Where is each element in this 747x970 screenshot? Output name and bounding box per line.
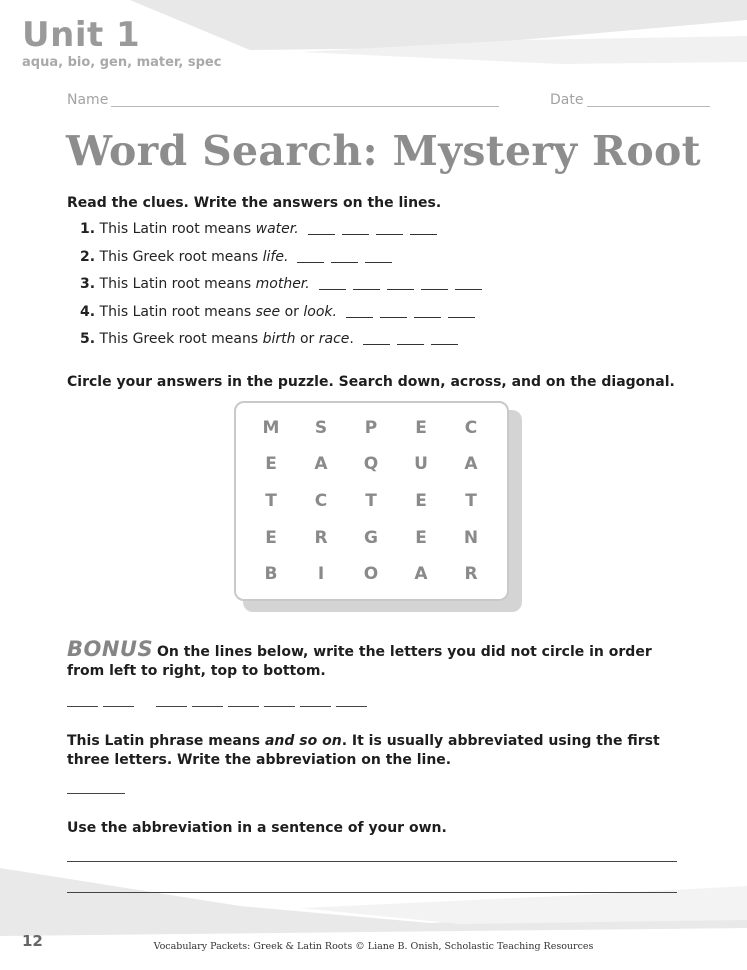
footer-credit: Vocabulary Packets: Greek & Latin Roots © Liane B. Onish, Scholastic Teaching Resources xyxy=(153,941,594,952)
clue-item xyxy=(80,276,482,292)
clue-text: This Greek root means xyxy=(99,331,259,347)
letter-blank[interactable] xyxy=(387,289,414,290)
bonus-answer-line[interactable] xyxy=(67,706,98,707)
clue-number: 5. xyxy=(80,331,96,347)
puzzle-letter[interactable]: S xyxy=(314,418,328,438)
letter-blank[interactable] xyxy=(297,262,324,263)
clue-item xyxy=(80,304,475,320)
bonus-answer-line[interactable] xyxy=(336,706,367,707)
name-field-line[interactable] xyxy=(111,106,499,107)
puzzle-letter[interactable]: P xyxy=(364,418,378,438)
letter-blank[interactable] xyxy=(414,317,441,318)
clue-connector: or xyxy=(299,331,315,347)
bonus-answer-line[interactable] xyxy=(103,706,134,707)
clue-keyword: mother. xyxy=(255,276,310,292)
clue-text: This Latin root means xyxy=(99,276,252,292)
clue-number: 4. xyxy=(80,304,96,320)
clue-connector: or xyxy=(284,304,299,320)
word-search-puzzle xyxy=(234,401,509,601)
puzzle-letter[interactable]: T xyxy=(365,491,377,511)
clue-keyword: water. xyxy=(255,221,299,237)
footer-wave-decoration xyxy=(0,868,747,970)
sentence-answer-line[interactable] xyxy=(67,861,677,862)
clue-punctuation: . xyxy=(349,331,354,347)
bonus-answer-line[interactable] xyxy=(192,706,223,707)
phrase-instructions-italic: and so on xyxy=(264,733,342,749)
letter-blank[interactable] xyxy=(397,344,424,345)
puzzle-letter[interactable]: M xyxy=(262,418,280,438)
clue-answer-blanks[interactable] xyxy=(290,249,392,265)
puzzle-letter[interactable]: R xyxy=(314,528,328,548)
unit-title: Unit 1 xyxy=(22,15,141,55)
letter-blank[interactable] xyxy=(431,344,458,345)
letter-blank[interactable] xyxy=(308,234,335,235)
puzzle-letter[interactable]: O xyxy=(363,564,379,584)
sentence-answer-line[interactable] xyxy=(67,892,677,893)
puzzle-letter[interactable]: R xyxy=(464,564,478,584)
puzzle-letter[interactable]: E xyxy=(265,528,277,548)
clue-keyword: look. xyxy=(303,304,337,320)
unit-roots: aqua, bio, gen, mater, spec xyxy=(22,55,222,70)
bonus-label: BONUS xyxy=(67,637,154,661)
date-field-line[interactable] xyxy=(587,106,710,107)
puzzle-letter[interactable]: C xyxy=(314,491,328,511)
clue-number: 2. xyxy=(80,249,96,265)
letter-blank[interactable] xyxy=(365,262,392,263)
clue-answer-blanks[interactable] xyxy=(301,221,437,237)
page-title: Word Search: Mystery Root xyxy=(66,127,701,175)
clue-text: This Latin root means xyxy=(99,304,252,320)
clue-answer-blanks[interactable] xyxy=(339,304,475,320)
bonus-answer-line[interactable] xyxy=(156,706,187,707)
letter-blank[interactable] xyxy=(421,289,448,290)
clues-instructions: Read the clues. Write the answers on the lines. xyxy=(67,195,442,211)
puzzle-letter[interactable]: N xyxy=(463,528,479,548)
letter-blank[interactable] xyxy=(410,234,437,235)
clue-keyword: life. xyxy=(262,249,289,265)
clue-item xyxy=(80,221,437,237)
puzzle-letter[interactable]: E xyxy=(415,528,427,548)
bonus-instructions: On the lines below, write the letters you did not circle in order from left to right, top to bottom. xyxy=(67,644,652,679)
clue-number: 3. xyxy=(80,276,96,292)
bonus-answer-line[interactable] xyxy=(264,706,295,707)
phrase-instructions xyxy=(67,732,677,770)
letter-blank[interactable] xyxy=(346,317,373,318)
phrase-instructions-post: . It is usually abbreviated using the first three letters. Write the abbreviation on the line. xyxy=(67,733,660,768)
puzzle-letter[interactable]: T xyxy=(465,491,477,511)
puzzle-letter[interactable]: A xyxy=(414,564,428,584)
clue-item xyxy=(80,249,392,265)
letter-blank[interactable] xyxy=(319,289,346,290)
date-label: Date xyxy=(550,92,584,108)
letter-blank[interactable] xyxy=(363,344,390,345)
puzzle-letter[interactable]: I xyxy=(317,564,325,584)
letter-blank[interactable] xyxy=(455,289,482,290)
puzzle-letter[interactable]: B xyxy=(264,564,278,584)
letter-blank[interactable] xyxy=(353,289,380,290)
clue-keyword: race xyxy=(318,331,350,347)
clue-keyword: birth xyxy=(262,331,296,347)
letter-blank[interactable] xyxy=(331,262,358,263)
abbreviation-answer-line[interactable] xyxy=(67,793,125,794)
letter-blank[interactable] xyxy=(448,317,475,318)
clue-text: This Greek root means xyxy=(99,249,259,265)
clue-answer-blanks[interactable] xyxy=(312,276,482,292)
letter-blank[interactable] xyxy=(376,234,403,235)
puzzle-letter[interactable]: E xyxy=(415,418,427,438)
name-label: Name xyxy=(67,92,109,108)
letter-blank[interactable] xyxy=(380,317,407,318)
puzzle-letter[interactable]: A xyxy=(314,454,328,474)
phrase-instructions-pre: This Latin phrase means xyxy=(67,733,261,749)
puzzle-letter[interactable]: C xyxy=(464,418,478,438)
puzzle-letter[interactable]: T xyxy=(265,491,277,511)
puzzle-letter[interactable]: A xyxy=(464,454,478,474)
letter-blank[interactable] xyxy=(342,234,369,235)
page-number: 12 xyxy=(22,932,43,950)
puzzle-letter[interactable]: E xyxy=(415,491,427,511)
puzzle-letter[interactable]: G xyxy=(364,528,378,548)
bonus-answer-line[interactable] xyxy=(228,706,259,707)
sentence-instructions: Use the abbreviation in a sentence of your own. xyxy=(67,820,447,836)
bonus-answer-line[interactable] xyxy=(300,706,331,707)
puzzle-letter[interactable]: E xyxy=(265,454,277,474)
clue-keyword: see xyxy=(255,304,281,320)
puzzle-letter[interactable]: U xyxy=(414,454,428,474)
clue-item xyxy=(80,331,458,347)
clue-answer-blanks[interactable] xyxy=(356,331,458,347)
clue-number: 1. xyxy=(80,221,96,237)
puzzle-letter[interactable]: Q xyxy=(363,454,379,474)
puzzle-instructions: Circle your answers in the puzzle. Search down, across, and on the diagonal. xyxy=(67,374,675,390)
clue-text: This Latin root means xyxy=(99,221,252,237)
